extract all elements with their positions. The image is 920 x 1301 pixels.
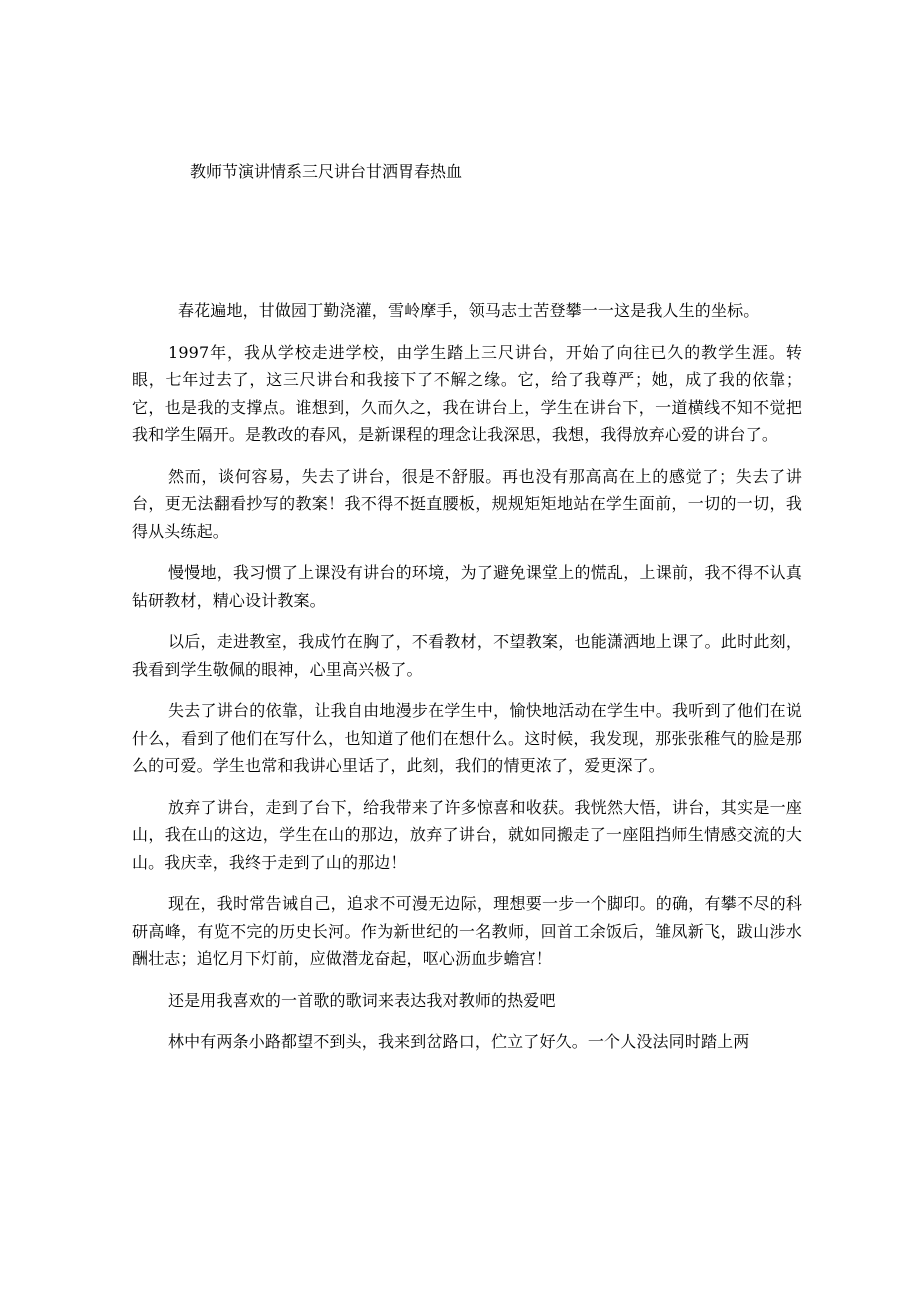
paragraph-6: 失去了讲台的依靠，让我自由地漫步在学生中，愉快地活动在学生中。我听到了他们在说什么，看到了他们在写什么，也知道了他们在想什么。这时候，我发现，那张张稚气的脸是那么的可爱。学生也常和我讲心里话了，此刻，我们的情更浓了，爱更深了。 [132,701,802,775]
paragraph-10: 林中有两条小路都望不到头，我来到岔路口，伫立了好久。一个人没法同时踏上两 [168,1032,750,1051]
document-body [132,297,802,1070]
paragraph-9: 还是用我喜欢的一首歌的歌词来表达我对教师的热爱吧 [168,990,556,1010]
paragraph-7: 放弃了讲台，走到了台下，给我带来了许多惊喜和收获。我恍然大悟，讲台，其实是一座山，我在山的这边，学生在山的那边，放弃了讲台，就如同搬走了一座阻挡师生情感交流的大山。我庆幸，我终于走到了山的那边！ [132,797,802,872]
paragraph-1: 春花遍地，甘做园丁勤浇灌，雪岭摩手，领马志士苦登攀一一这是我人生的坐标。 [178,301,760,320]
document-title: 教师节演讲情系三尺讲台甘洒胃春热血 [190,162,463,181]
paragraph-2: 1997年，我从学校走进学校，由学生踏上三尺讲台，开始了向往已久的教学生涯。转眼，七年过去了，这三尺讲台和我接下了不解之缘。它，给了我尊严；她，成了我的依靠；它，也是我的支撑点。谁想到，久而久之，我在讲台上，学生在讲台下，一道横线不知不觉把我和学生隔开。是教改的春风，是新课程的理念让我深思，我想，我得放弃心爱的讲台了。 [132,342,802,444]
paragraph-4: 慢慢地，我习惯了上课没有讲台的环境，为了避免课堂上的慌乱，上课前，我不得不认真钻研教材，精心设计教案。 [132,563,802,610]
paragraph-3: 然而，谈何容易，失去了讲台，很是不舒服。再也没有那高高在上的感觉了；失去了讲台，更无法翻看抄写的教案！我不得不挺直腰板，规规矩矩地站在学生面前，一切的一切，我得从头练起。 [132,466,802,541]
paragraph-5: 以后，走进教室，我成竹在胸了，不看教材，不望教案，也能潇洒地上课了。此时此刻，我看到学生敬佩的眼神，心里高兴极了。 [132,632,802,679]
paragraph-8: 现在，我时常告诫自己，追求不可漫无边际，理想要一步一个脚印。的确，有攀不尽的科研高峰，有览不完的历史长河。作为新世纪的一名教师，回首工余饭后，雏凤新飞，跋山涉水酬壮志；追忆月下灯前，应做潜龙奋起，呕心沥血步蟾宫！ [132,894,802,968]
